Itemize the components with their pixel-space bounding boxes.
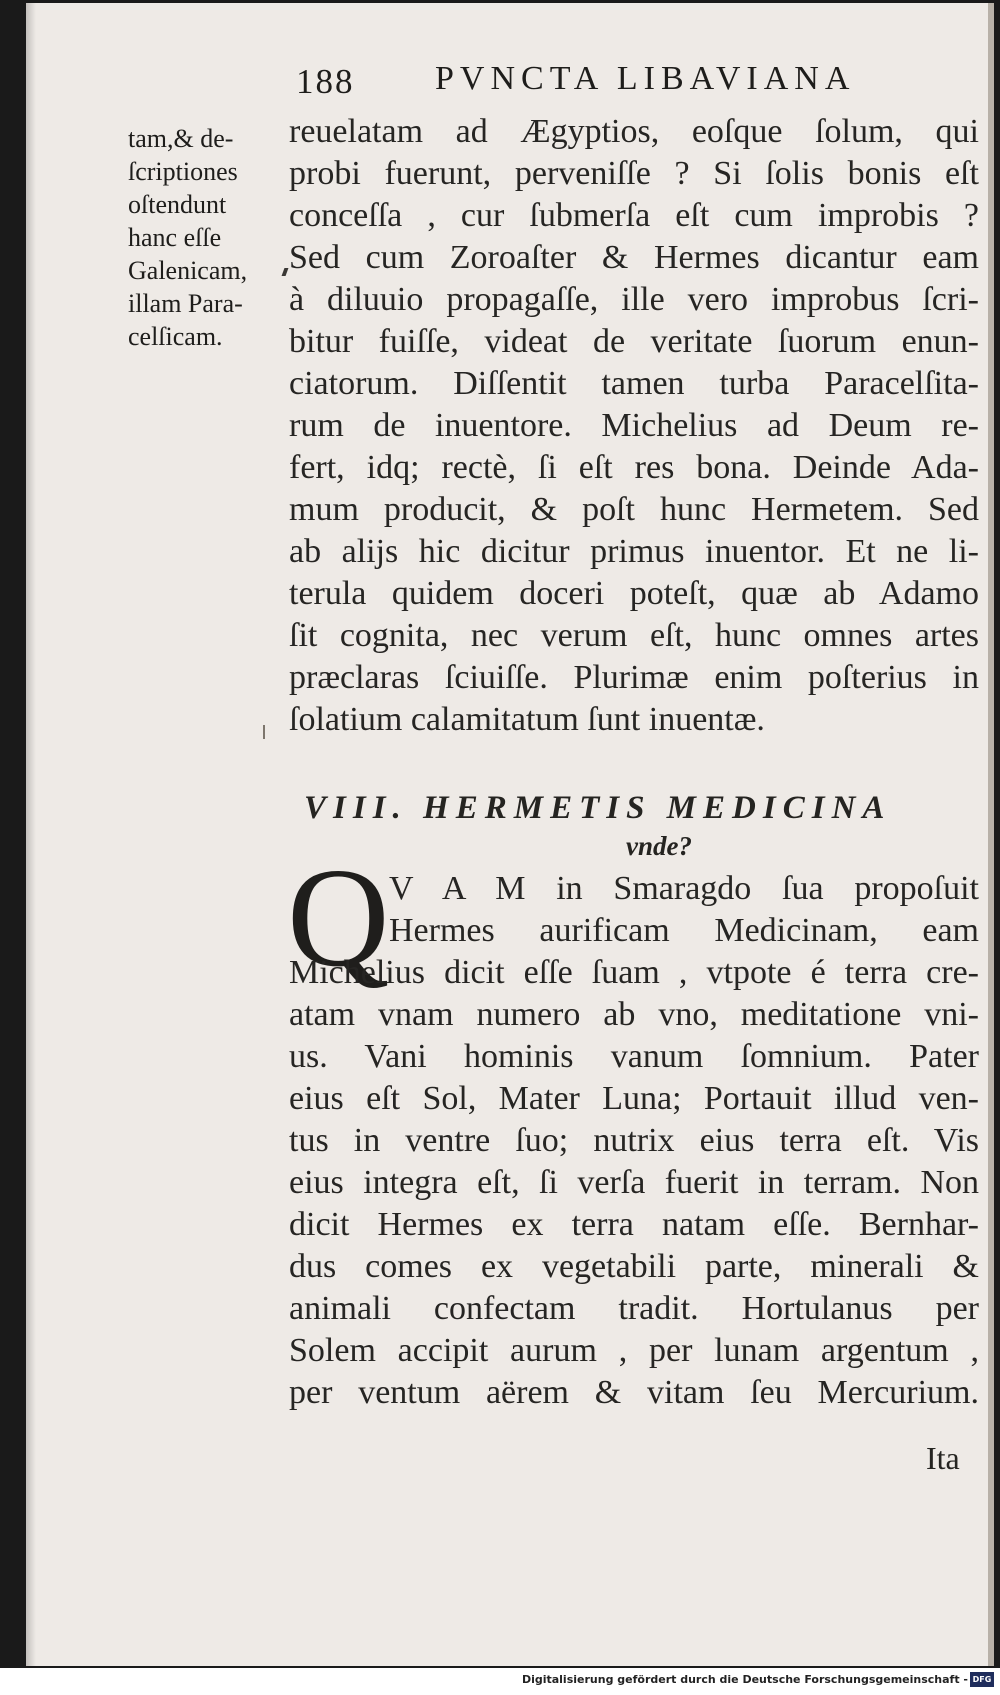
text-line: mum producit, & poſt hunc Hermetem. Sed — [289, 491, 979, 528]
text-line: reuelatam ad Ægyptios, eoſque ſolum, qui — [289, 113, 979, 150]
section-heading — [304, 788, 944, 866]
text-line: Hermes aurificam Medicinam, eam — [389, 912, 979, 949]
text-line: eius integra eſt, ſi verſa fuerit in terram. Non — [289, 1164, 979, 1201]
text-line: animali confectam tradit. Hortulanus per — [289, 1290, 979, 1327]
marginal-note — [128, 122, 288, 353]
marginal-line: celſicam. — [128, 322, 223, 351]
text-line: præclaras ſciuiſſe. Plurimæ enim poſterius in — [289, 659, 979, 696]
text-line: à diluuio propagaſſe, ille vero improbus ſcri- — [289, 281, 979, 318]
marginal-line: tam,& de- — [128, 124, 234, 153]
text-line: conceſſa , cur ſubmerſa eſt cum improbis ? — [289, 197, 979, 234]
text-line: fert, idq; rectè, ſi eſt res bona. Deinde Ada- — [289, 449, 979, 486]
page-gutter-shadow — [26, 3, 36, 1666]
text-line: ciatorum. Diſſentit tamen turba Paracelſita- — [289, 365, 979, 402]
text-line: atam vnam numero ab vno, meditatione vni- — [289, 996, 979, 1033]
drop-cap: Q — [287, 838, 390, 996]
text-line: per ventum aërem & vitam ſeu Mercurium. — [289, 1374, 979, 1411]
footer-credit: Digitalisierung gefördert durch die Deutsche Forschungsgemeinschaft - — [521, 1673, 968, 1686]
dfg-logo: DFG — [970, 1672, 994, 1687]
page-number: 188 — [296, 62, 355, 101]
digitization-footer — [0, 1668, 1000, 1695]
text-line: dicit Hermes ex terra natam eſſe. Bernhar- — [289, 1206, 979, 1243]
running-head — [290, 58, 930, 102]
text-line: Sed cum Zoroaſter & Hermes dicantur eam — [289, 239, 979, 276]
marginal-line: hanc eſſe — [128, 223, 222, 252]
printing-mark — [263, 725, 265, 739]
text-line: rum de inuentore. Michelius ad Deum re- — [289, 407, 979, 444]
text-line: eius eſt Sol, Mater Luna; Portauit illud ven- — [289, 1080, 979, 1117]
text-line: ſolatium calamitatum ſunt inuentæ. — [289, 701, 765, 738]
text-line: us. Vani hominis vanum ſomnium. Pater — [289, 1038, 979, 1075]
paragraph-2 — [289, 868, 979, 1414]
text-line: probi fuerunt, perveniſſe ? Si ſolis bonis eſt — [289, 155, 979, 192]
text-line: ſit cognita, nec verum eſt, hunc omnes artes — [289, 617, 979, 654]
text-line: terula quidem doceri poteſt, quæ ab Adamo — [289, 575, 979, 612]
text-line: ab alijs hic dicitur primus inuentor. Et ne li- — [289, 533, 979, 570]
section-heading-title: VIII. HERMETIS MEDICINA — [304, 790, 892, 826]
marginal-line: Galenicam, — [128, 256, 248, 285]
text-line: dus comes ex vegetabili parte, minerali & — [289, 1248, 979, 1285]
text-line: tus in ventre ſuo; nutrix eius terra eſt. Vis — [289, 1122, 979, 1159]
marginal-line: oſtendunt — [128, 190, 227, 219]
marginal-line: ſcriptiones — [128, 157, 238, 186]
running-title: PVNCTA LIBAVIANA — [435, 60, 856, 97]
text-line: Michelius dicit eſſe ſuam , vtpote é terra cre- — [289, 954, 979, 991]
marginal-line: illam Para- — [128, 289, 243, 318]
text-line: V A M in Smaragdo ſua propoſuit — [389, 870, 979, 907]
catchword: Ita — [926, 1440, 960, 1476]
paragraph-1 — [289, 111, 979, 741]
section-heading-subtitle: vnde? — [626, 831, 692, 861]
text-line: bitur fuiſſe, videat de veritate ſuorum enun- — [289, 323, 979, 360]
text-line: Solem accipit aurum , per lunam argentum , — [289, 1332, 979, 1369]
